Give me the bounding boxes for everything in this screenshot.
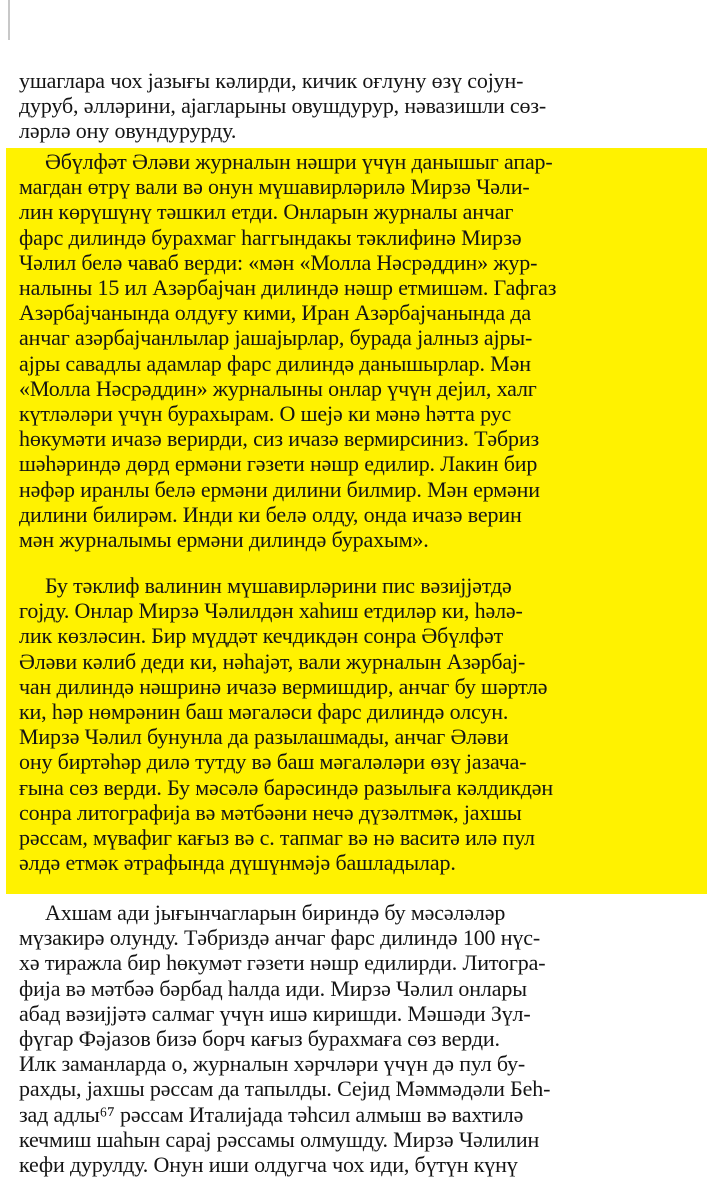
text-line: лик көзләсин. Бир мүддәт кечдикдән сонра Әбүлфәт xyxy=(19,623,504,649)
paragraph-continuation xyxy=(19,68,546,144)
text-line: Әбүлфәт Әләви журналын нәшри үчүн данышыг апар- xyxy=(45,149,553,174)
text-line: абад вәзијјәтә салмаг үчүн ишә киришди. Мәшәди Зүл- xyxy=(19,1000,531,1026)
text-line: налыны 15 ил Азәрбајчан дилиндә нәшр етмишәм. Гафгаз xyxy=(19,275,557,301)
text-line: фарс дилиндә бурахмаг һаггындакы тәклифинә Мирзә xyxy=(19,224,522,250)
text-line: нәфәр иранлы белә ермәни дилини билмир. Мән ермәни xyxy=(19,476,540,502)
text-line: зад адлы⁶⁷ рәссам Италијада тәһсил алмыш вә вахтилә xyxy=(19,1101,524,1127)
text-line: сонра литографија вә мәтбәәни нечә дүзәлтмәк, јахшы xyxy=(19,799,522,825)
text-line: магдан өтрү вали вә онун мүшавирләрилә Мирзә Чәли- xyxy=(19,174,530,200)
text-line: «Молла Нәсрәддин» журналыны онлар үчүн дејил, халг xyxy=(19,375,537,401)
text-line: чан дилиндә нәшринә ичазә вермишдир, анчаг бу шәртлә xyxy=(19,673,548,699)
text-line: ону биртәһәр дилә тутду вә баш мәгаләләри өзү јазача- xyxy=(19,749,527,775)
text-line: Әләви кәлиб деди ки, нәһајәт, вали журналын Азәрбај- xyxy=(19,648,526,674)
text-line: рәссам, мүвафиг кағыз вә с. тапмаг вә нә васитә илә пул xyxy=(19,825,535,851)
text-line: Мирзә Чәлил бунунла да разылашмады, анчаг Әләви xyxy=(19,724,509,750)
text-line: ајры савадлы адамлар фарс дилиндә данышырлар. Мән xyxy=(19,350,531,376)
text-line: кефи дурулду. Онун иши олдугча чох иди, бүтүн күнү xyxy=(19,1152,518,1178)
text-line: һөкумәти ичазә верирди, сиз ичазә вермирсиниз. Тәбриз xyxy=(19,426,540,452)
text-line: ушагларa чох јазығы кәлирди, кичик оғлуну өзү сојун- xyxy=(19,68,524,93)
text-line: фүгар Фәјазов бизә борч кағыз бурахмаға сөз верди. xyxy=(19,1026,500,1052)
text-line: фија вә мәтбәә бәрбад һалда иди. Мирзә Чәлил онлары xyxy=(19,975,527,1001)
text-line: күтләләри үчүн бурахырам. О шејә ки мәнә һәтта рус xyxy=(19,401,512,427)
text-line: Бу тәклиф валинин мүшавирләрини пис вәзијјәтдә xyxy=(45,573,512,598)
paragraph-normal xyxy=(19,900,550,1177)
text-line: әлдә етмәк әтрафында дүшүнмәјә башладылар. xyxy=(19,850,456,876)
text-line: мән журналымы ермәни дилиндә бурахым». xyxy=(19,527,429,553)
text-line: ғына сөз верди. Бу мәсәлә барәсиндә разылыға кәлдикдән xyxy=(19,774,554,800)
text-line: ләрлә ону овундурурду. xyxy=(19,118,237,144)
text-line: хә тиражла бир һөкумәт гәзети нәшр едилирди. Литогра- xyxy=(19,950,546,976)
paragraph-highlighted-1 xyxy=(19,149,556,552)
text-line: Азәрбајчанында олдуғу кими, Иран Азәрбајчанында да xyxy=(19,300,532,326)
text-line: рахды, јахшы рәссам да тапылды. Сејид Мәммәдәли Беһ- xyxy=(19,1076,551,1102)
text-line: мүзакирә олунду. Тәбриздә анчаг фарс дилиндә 100 нүс- xyxy=(19,925,541,951)
text-line: ки, һәр нөмрәнин баш мәгаләси фарс дилиндә олсун. xyxy=(19,699,509,725)
text-line: кечмиш шаһын сарај рәссамы олмушду. Мирзә Чәлилин xyxy=(19,1126,540,1152)
text-line: шәһәриндә дөрд ермәни гәзети нәшр едилир. Лакин бир xyxy=(19,451,538,477)
text-line: лин көрүшүнү тәшкил етди. Онларын журналы анчаг xyxy=(19,199,514,225)
text-line: Илк заманларда о, журналын хәрчләри үчүн дә пул бу- xyxy=(19,1051,526,1077)
text-line: Чәлил белә чаваб верди: «мән «Молла Нәсрәддин» жур- xyxy=(19,249,538,275)
text-line: дуруб, әлләрини, ајагларыны овушдурур, нәвазишли сөз- xyxy=(19,93,547,119)
page-edge-shadow xyxy=(8,0,10,40)
text-line: Ахшам ади јығынчагларын бириндә бу мәсәләләр xyxy=(45,900,506,925)
text-line: анчаг азәрбајчанлылар јашајырлар, бурада јалныз ајры- xyxy=(19,325,533,351)
paragraph-highlighted-2 xyxy=(19,573,553,875)
text-line: дилини билирәм. Инди ки белә олду, онда ичазә верин xyxy=(19,501,522,527)
text-line: гојду. Онлар Мирзә Чәлилдән хаһиш етдиләр ки, һәлә- xyxy=(19,598,523,624)
